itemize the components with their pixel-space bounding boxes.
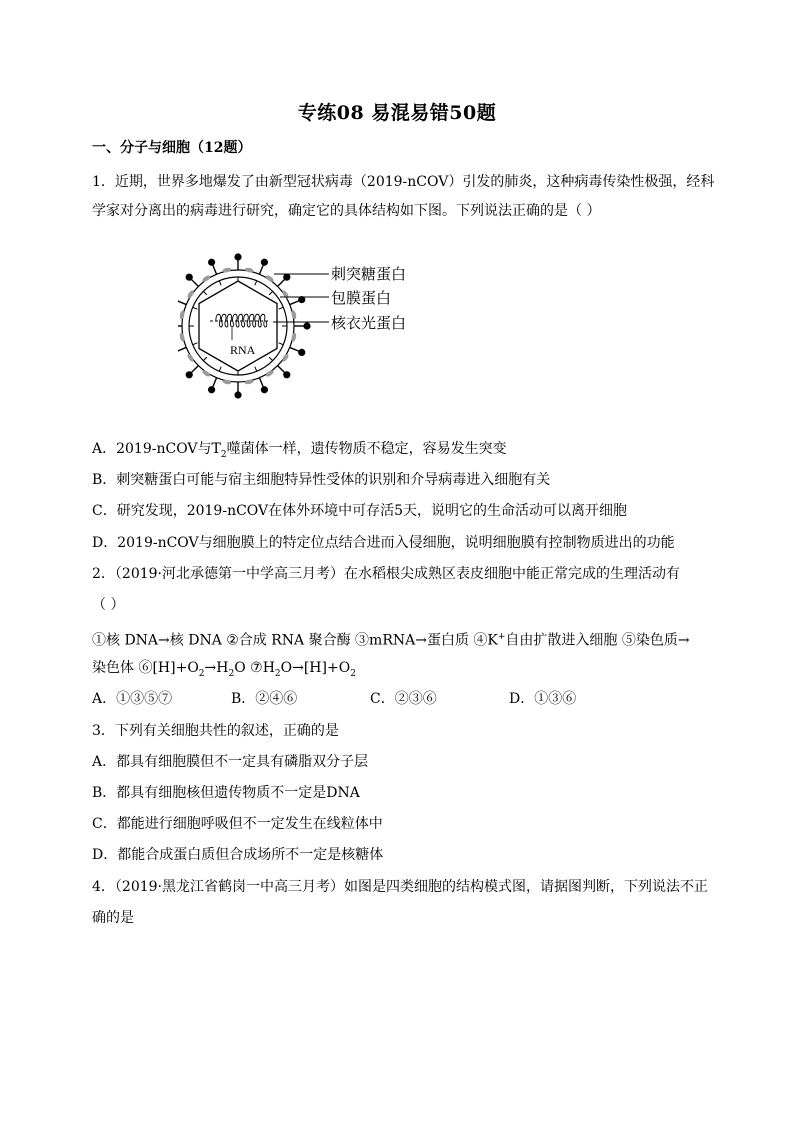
membrane-tick <box>279 343 284 345</box>
q2-option-b: B．②④⑥ <box>231 691 298 707</box>
q1-option-b: B．刺突糖蛋白可能与宿主细胞特异性受体的识别和介导病毒进入细胞有关 <box>92 472 551 488</box>
q4-stem-line2: 确的是 <box>92 910 134 926</box>
spike-stalk <box>178 347 186 352</box>
q2-option-c: C．②③⑥ <box>370 691 437 707</box>
q2-option-a: A．①③⑤⑦ <box>92 691 173 707</box>
nucleocapsid-label: 核衣光蛋白 <box>331 314 407 332</box>
spike-head <box>208 386 215 393</box>
q2-stem-line1: 2．（2019·河北承德第一中学高三月考）在水稻根尖成熟区表皮细胞中能正常完成的生理活动有 <box>92 566 680 582</box>
q2-options <box>92 689 576 709</box>
q1-option-a-post: 噬菌体一样，遗传物质不稳定，容易发生突变 <box>226 441 507 457</box>
q3-option-a: A．都具有细胞膜但不一定具有磷脂双分子层 <box>92 754 369 770</box>
q4-stem-line1: 4．（2019·黑龙江省鹤岗一中高三月考）如图是四类细胞的结构模式图，请据图判断，下列说法不正 <box>92 879 708 895</box>
q3-option-b: B．都具有细胞核但遗传物质不一定是DNA <box>92 785 360 801</box>
spike-label: 刺突糖蛋白 <box>331 265 407 283</box>
q3-option-d: D．都能合成蛋白质但合成场所不一定是核糖体 <box>92 847 384 863</box>
q1-option-a-pre: A．2019-nCOV与T <box>92 441 221 457</box>
membrane-tick <box>255 367 257 372</box>
membrane-tick <box>269 357 273 361</box>
section-heading: 一、分子与细胞（12题） <box>92 140 252 156</box>
capsid-hexagon <box>199 281 277 371</box>
spike-head <box>186 371 193 378</box>
spike-head <box>303 322 310 329</box>
spike-head <box>283 274 290 281</box>
spike-head <box>186 274 193 281</box>
q1-option-c: C．研究发现，2019-nCOV在体外环境中可存活5天，说明它的生命活动可以离开细胞 <box>92 503 628 519</box>
spike-head <box>261 386 268 393</box>
membrane-tick <box>193 343 198 345</box>
q2-option-d: D．①③⑥ <box>509 691 577 707</box>
q2-items-line1: ①核 DNA→核 DNA ②合成 RNA 聚合酶 ③mRNA→蛋白质 ④K+自由扩散进入细胞 ⑤染色质→ <box>92 632 690 649</box>
envelope-label: 包膜蛋白 <box>331 289 392 307</box>
virus-svg <box>178 244 440 404</box>
spike-head <box>283 371 290 378</box>
spike-stalk <box>178 300 186 305</box>
q2-stem-line2: （ ） <box>92 597 125 613</box>
membrane-tick <box>255 281 257 286</box>
q1-option-a-sub: 2 <box>220 449 227 460</box>
spike-head <box>208 259 215 266</box>
q1-option-a <box>92 439 507 465</box>
virus-structure-diagram <box>178 244 440 404</box>
membrane-tick <box>193 307 198 309</box>
q2-items-line2: 染色体 $⑥[H]+O_2\to H_2O$ $⑦H_2O\to[H]+O_2$ <box>92 660 356 679</box>
q3-stem: 3．下列有关细胞共性的叙述，正确的是 <box>92 723 339 739</box>
membrane-tick <box>279 307 284 309</box>
spike-head <box>234 391 241 398</box>
q1-option-d: D．2019-nCOV与细胞膜上的特定位点结合进而入侵细胞，说明细胞膜有控制物质进出的功能 <box>92 535 675 551</box>
spike-head <box>298 349 305 356</box>
q1-stem-line2: 学家对分离出的病毒进行研究，确定它的具体结构如下图。下列说法正确的是（ ） <box>92 203 601 219</box>
q1-stem-line1: 1．近期，世界多地爆发了由新型冠状病毒（2019-nCOV）引发的肺炎，这种病毒传染性极强，经科 <box>92 174 715 190</box>
spike-head <box>234 253 241 260</box>
membrane-tick <box>269 291 273 295</box>
membrane-tick <box>203 357 207 361</box>
membrane-tick <box>219 281 221 286</box>
membrane-tick <box>203 291 207 295</box>
rna-label: RNA <box>230 343 256 357</box>
membrane-tick <box>219 367 221 372</box>
q3-option-c: C．都能进行细胞呼吸但不一定发生在线粒体中 <box>92 816 383 832</box>
page-title: 专练08 易混易错50题 <box>297 102 497 124</box>
spike-head <box>261 259 268 266</box>
